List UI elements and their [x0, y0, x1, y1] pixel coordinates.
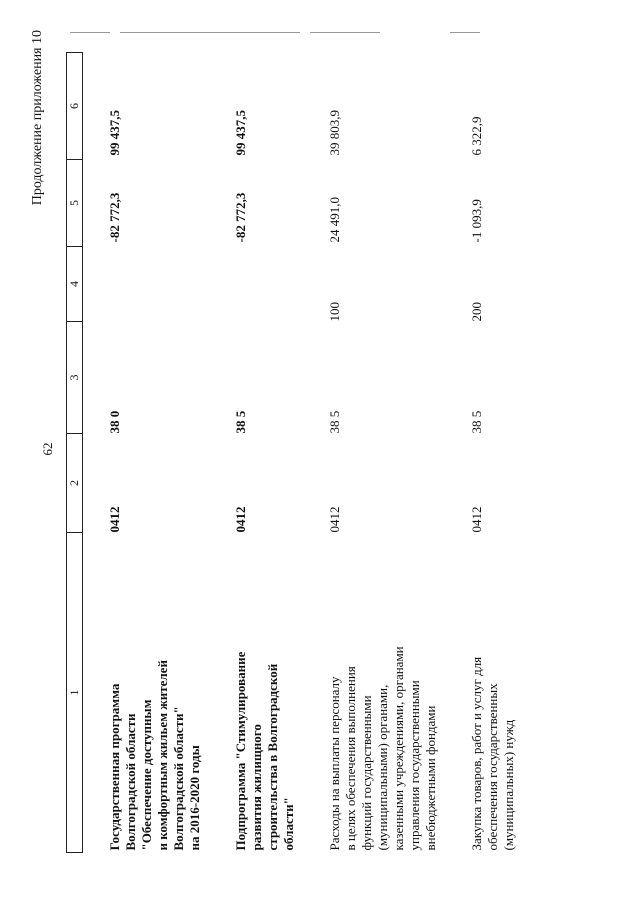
- target-code: 38 5: [233, 410, 248, 434]
- section-code: 0412: [469, 506, 484, 533]
- header-strokes: [0, 5, 640, 35]
- desc-line: и комфортным жильем жителей: [155, 660, 170, 851]
- col-header-2: 2: [67, 434, 83, 533]
- desc-line: управления государственными: [407, 680, 422, 851]
- amount-total: 39 803,9: [327, 110, 342, 156]
- page-number: 62: [40, 442, 55, 456]
- row-description: [469, 533, 517, 853]
- desc-line: Волгоградской области": [171, 706, 186, 851]
- section-code: 0412: [233, 506, 248, 533]
- desc-line: функций государственными: [359, 695, 374, 851]
- col-header-6: 6: [67, 53, 83, 160]
- col-header-5: 5: [67, 160, 83, 247]
- desc-line: "Обеспечение доступным: [139, 699, 154, 851]
- desc-line: в целях обеспечения выполнения: [343, 666, 358, 851]
- desc-line: Подпрограмма "Стимулирование: [233, 651, 248, 851]
- row-description: [233, 533, 297, 853]
- desc-line: Государственная программа: [107, 683, 122, 851]
- desc-line: строительства в Волгоградской: [265, 663, 280, 851]
- desc-line: развития жилищного: [249, 724, 264, 851]
- section-code: 0412: [327, 506, 342, 533]
- amount-change: -82 772,3: [233, 192, 248, 243]
- amount-change: -1 093,9: [469, 199, 484, 243]
- budget-table: [66, 52, 517, 853]
- row-description: [83, 533, 204, 853]
- header-row: [67, 53, 83, 853]
- section-code: 0412: [107, 506, 122, 533]
- target-code: 38 5: [327, 410, 342, 434]
- col-header-3: 3: [67, 322, 83, 434]
- table-row: [469, 53, 517, 853]
- expense-type: [233, 247, 297, 322]
- desc-line: Волгоградской области: [123, 713, 138, 851]
- desc-line: (муниципальных) нужд: [501, 719, 516, 851]
- amount-change: 24 491,0: [327, 197, 342, 243]
- amount-total: 99 437,5: [233, 110, 248, 156]
- amount-total: 6 322,9: [469, 116, 484, 156]
- col-header-4: 4: [67, 247, 83, 322]
- desc-line: обеспечения государственных: [485, 683, 500, 851]
- target-code: 38 0: [107, 410, 122, 434]
- amount-change: -82 772,3: [107, 192, 122, 243]
- desc-line: области": [281, 797, 296, 851]
- table-row: [233, 53, 297, 853]
- desc-line: Расходы на выплаты персоналу: [327, 676, 342, 851]
- row-description: [327, 533, 439, 853]
- expense-type: 200: [469, 302, 484, 322]
- desc-line: казенными учреждениями, органами: [391, 646, 406, 851]
- desc-line: внебюджетными фондами: [423, 705, 438, 851]
- amount-total: 99 437,5: [107, 110, 122, 156]
- desc-line: (муниципальными) органами,: [375, 684, 390, 851]
- table-row: [83, 53, 204, 853]
- expense-type: [83, 247, 204, 322]
- col-header-1: 1: [67, 533, 83, 853]
- target-code: 38 5: [469, 410, 484, 434]
- desc-line: на 2016-2020 годы: [187, 745, 202, 851]
- continuation-title: Продолжение приложения 10: [30, 30, 45, 206]
- expense-type: 100: [327, 302, 342, 322]
- table-row: [327, 53, 439, 853]
- desc-line: Закупка товаров, работ и услуг для: [469, 656, 484, 851]
